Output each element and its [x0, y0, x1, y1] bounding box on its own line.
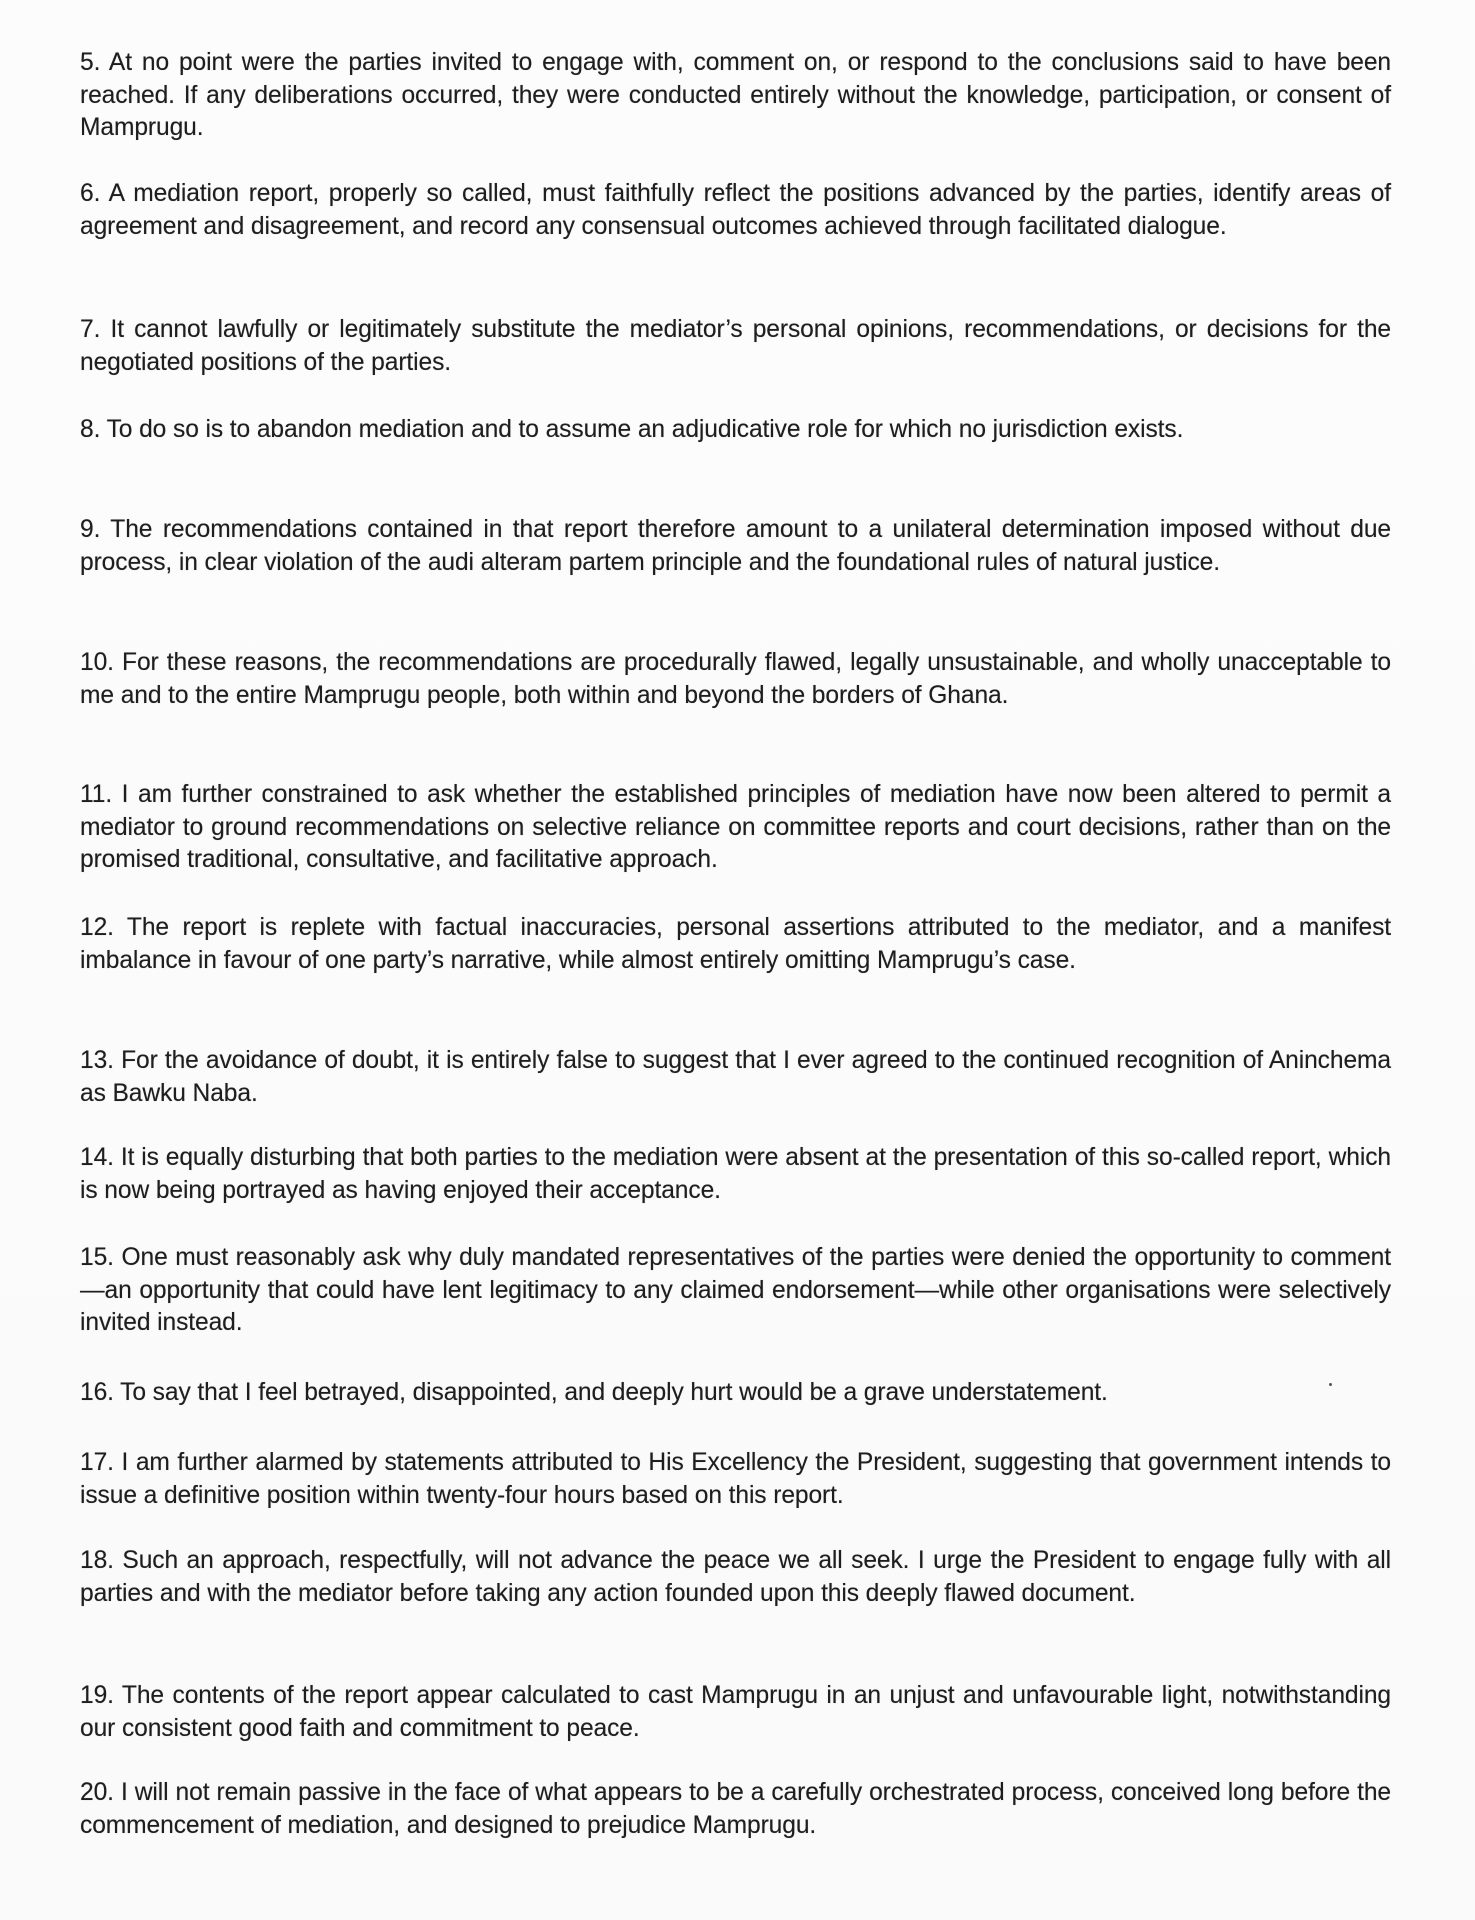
paragraph-10: 10. For these reasons, the recommendations are procedurally flawed, legally unsustainable, and wholly unacceptable to me and to the entire Mamprugu people, both within and beyond the borders of Ghana.: [80, 649, 1391, 709]
paragraph-16: 16. To say that I feel betrayed, disappointed, and deeply hurt would be a grave understatement.: [80, 1379, 1108, 1406]
paragraph-8: 8. To do so is to abandon mediation and to assume an adjudicative role for which no jurisdiction exists.: [80, 416, 1184, 443]
paragraph-17: 17. I am further alarmed by statements attributed to His Excellency the President, suggesting that government intends to issue a definitive position within twenty-four hours based on this report.: [80, 1449, 1391, 1509]
paragraph-19: 19. The contents of the report appear calculated to cast Mamprugu in an unjust and unfavourable light, notwithstanding our consistent good faith and commitment to peace.: [80, 1682, 1391, 1742]
paragraph-14: 14. It is equally disturbing that both parties to the mediation were absent at the presentation of this so-called report, which is now being portrayed as having enjoyed their acceptance.: [80, 1144, 1391, 1204]
paragraph-11: 11. I am further constrained to ask whether the established principles of mediation have now been altered to permit a mediator to ground recommendations on selective reliance on committee reports and court decisions, rather than on the promised traditional, consultative, and facilitative approach.: [80, 781, 1391, 874]
paragraph-9: 9. The recommendations contained in that report therefore amount to a unilateral determination imposed without due process, in clear violation of the audi alteram partem principle and the foundational rules of natural justice.: [80, 516, 1391, 576]
paragraph-20: 20. I will not remain passive in the face of what appears to be a carefully orchestrated process, conceived long before the commencement of mediation, and designed to prejudice Mamprugu.: [80, 1779, 1391, 1839]
scan-artifact-dot: [1329, 1383, 1332, 1386]
paragraph-18: 18. Such an approach, respectfully, will not advance the peace we all seek. I urge the President to engage fully with all parties and with the mediator before taking any action founded upon this deeply flawed document.: [80, 1547, 1391, 1607]
paragraph-13: 13. For the avoidance of doubt, it is entirely false to suggest that I ever agreed to the continued recognition of Aninchema as Bawku Naba.: [80, 1047, 1391, 1107]
paragraph-6: 6. A mediation report, properly so called, must faithfully reflect the positions advanced by the parties, identify areas of agreement and disagreement, and record any consensual outcomes achieved through facilitated dialogue.: [80, 180, 1391, 240]
paragraph-15: 15. One must reasonably ask why duly mandated representatives of the parties were denied the opportunity to comment—an opportunity that could have lent legitimacy to any claimed endorsement—while other organisations were selectively invited instead.: [80, 1244, 1391, 1337]
paragraph-5: 5. At no point were the parties invited to engage with, comment on, or respond to the conclusions said to have been reached. If any deliberations occurred, they were conducted entirely without the knowledge, participation, or consent of Mamprugu.: [80, 49, 1391, 142]
paragraph-12: 12. The report is replete with factual inaccuracies, personal assertions attributed to the mediator, and a manifest imbalance in favour of one party’s narrative, while almost entirely omitting Mamprugu’s case.: [80, 914, 1391, 974]
paragraph-7: 7. It cannot lawfully or legitimately substitute the mediator’s personal opinions, recommendations, or decisions for the negotiated positions of the parties.: [80, 316, 1391, 376]
